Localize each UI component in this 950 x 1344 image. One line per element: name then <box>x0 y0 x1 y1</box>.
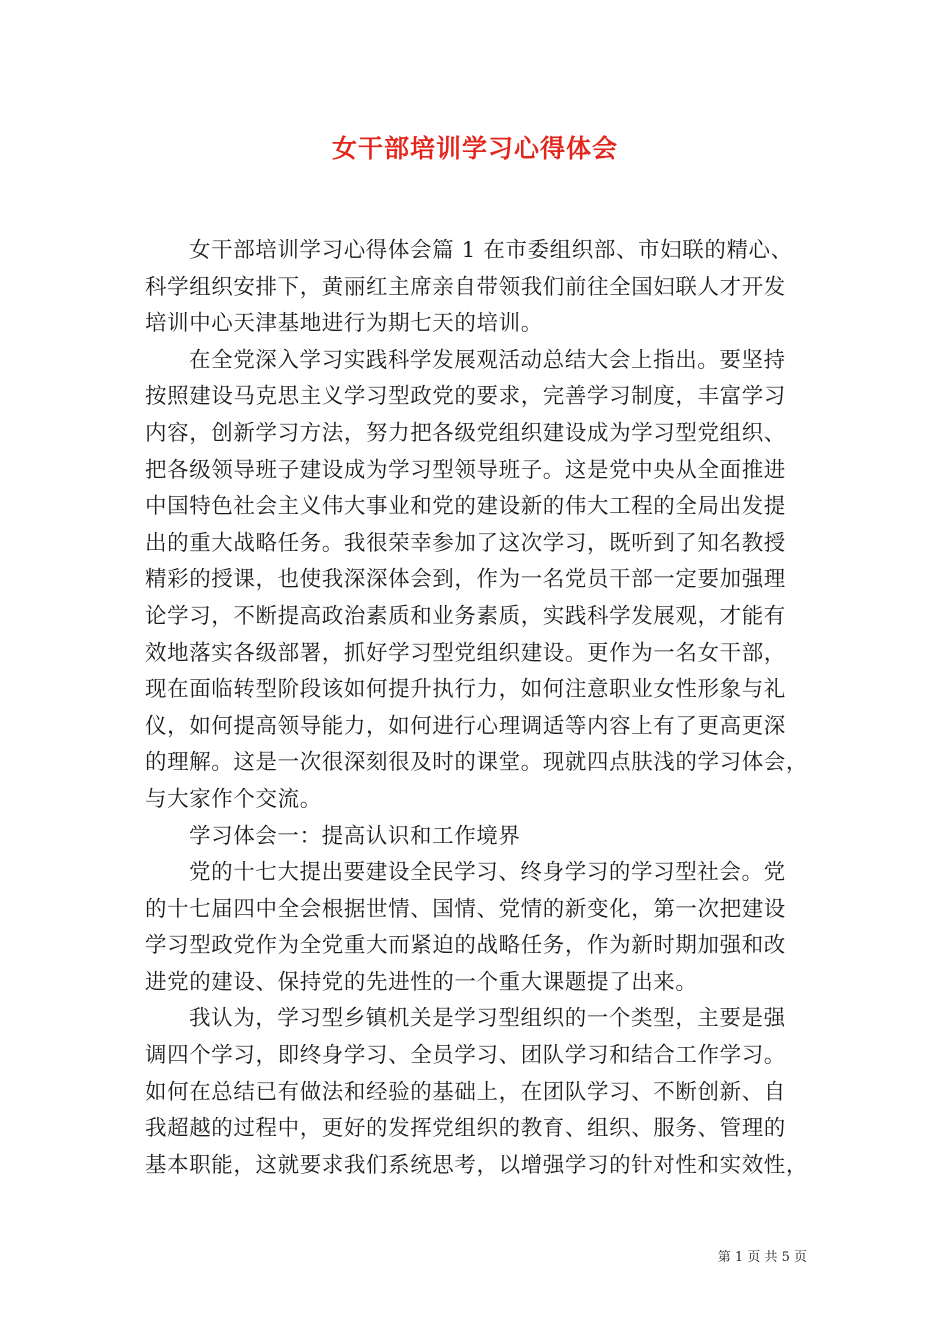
document-title: 女干部培训学习心得体会 <box>331 134 618 163</box>
text-line: 精彩的授课，也使我深深体会到，作为一名党员干部一定要加强理 <box>145 567 786 593</box>
text-line: 进党的建设、保持党的先进性的一个重大课题提了出来。 <box>145 969 698 995</box>
text-line: 中国特色社会主义伟大事业和党的建设新的伟大工程的全局出发提 <box>145 494 786 520</box>
text-line: 党的十七大提出要建设全民学习、终身学习的学习型社会。党 <box>189 860 786 886</box>
text-line: 女干部培训学习心得体会篇 1 在市委组织部、市妇联的精心、 <box>189 238 793 263</box>
text-line: 我认为，学习型乡镇机关是学习型组织的一个类型，主要是强 <box>189 1006 786 1032</box>
text-line: 的理解。这是一次很深刻很及时的课堂。现就四点肤浅的学习体会， <box>145 750 809 776</box>
text-line: 如何在总结已有做法和经验的基础上，在团队学习、不断创新、自 <box>145 1079 786 1105</box>
text-line: 培训中心天津基地进行为期七天的培训。 <box>145 311 543 337</box>
text-line: 我超越的过程中，更好的发挥党组织的教育、组织、服务、管理的 <box>145 1116 786 1142</box>
text-line: 学习体会一：提高认识和工作境界 <box>189 823 521 849</box>
text-line: 把各级领导班子建设成为学习型领导班子。这是党中央从全面推进 <box>145 457 786 483</box>
text-line: 在全党深入学习实践科学发展观活动总结大会上指出。要坚持 <box>189 347 786 373</box>
text-line: 内容，创新学习方法，努力把各级党组织建设成为学习型党组织、 <box>145 420 786 446</box>
text-line: 学习型政党作为全党重大而紧迫的战略任务，作为新时期加强和改 <box>145 933 786 959</box>
text-line: 仪，如何提高领导能力，如何进行心理调适等内容上有了更高更深 <box>145 713 786 739</box>
text-line: 现在面临转型阶段该如何提升执行力，如何注意职业女性形象与礼 <box>145 677 786 703</box>
text-line: 效地落实各级部署，抓好学习型党组织建设。更作为一名女干部， <box>145 640 786 666</box>
text-line: 出的重大战略任务。我很荣幸参加了这次学习，既听到了知名教授 <box>145 530 786 556</box>
text-line: 按照建设马克思主义学习型政党的要求，完善学习制度，丰富学习 <box>145 384 786 410</box>
document-body <box>145 233 811 1184</box>
text-line: 基本职能，这就要求我们系统思考，以增强学习的针对性和实效性， <box>145 1152 809 1178</box>
text-line: 的十七届四中全会根据世情、国情、党情的新变化，第一次把建设 <box>145 896 786 922</box>
text-line: 科学组织安排下，黄丽红主席亲自带领我们前往全国妇联人才开发 <box>145 274 786 300</box>
page-number: 第 1 页 共 5 页 <box>717 1250 807 1265</box>
text-line: 论学习，不断提高政治素质和业务素质，实践科学发展观，才能有 <box>145 603 786 629</box>
text-line: 调四个学习，即终身学习、全员学习、团队学习和结合工作学习。 <box>145 1043 786 1069</box>
text-line: 与大家作个交流。 <box>145 786 322 812</box>
